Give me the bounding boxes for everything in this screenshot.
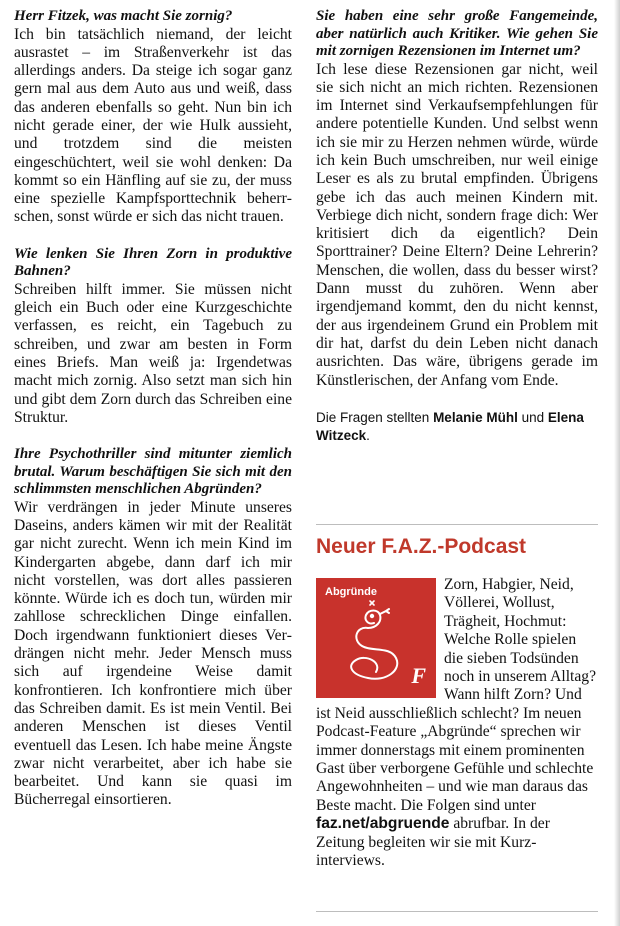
interview-question: Sie haben eine sehr große Fangemeinde, aber natürlich auch Kritiker. Wie gehen Sie mit zornigen Rezensionen im Internet um? — [316, 8, 598, 59]
interview-answer: Wir verdrängen in jeder Minute unseres Daseins, anders kämen wir mit der Realität gar nicht zurecht. Wenn ich mein Kind im Kindergarten abgebe, dann darf ich mir nicht vorstellen, was dort alles passieren könnte. Würde ich es doch tun, würden mir zahllose schrecklichen Dinge einfallen. Doch irgendwann funktioniert dieses Verdrängen nicht mehr. Jeder Mensch muss sich auf irgendeine Weise damit konfrontieren. Ich konfrontiere mich über das Schreiben damit. Es ist mein Ventil. Bei anderen Menschen ist dieses Ventil eventuell das Lesen. Ich habe meine Ängste zwar nicht verarbeitet, aber ich habe sie bearbeitet. Und kann sie quasi im Bücherregal einsortieren. — [14, 498, 292, 809]
podcast-link[interactable]: faz.net/abgruende — [316, 815, 450, 833]
podcast-cover-tile[interactable] — [316, 578, 436, 698]
interview-question: Herr Fitzek, was macht Sie zornig? — [14, 8, 233, 24]
divider-top — [316, 524, 598, 525]
faz-logo-mark: F — [411, 663, 426, 688]
credit-middle: und — [517, 409, 548, 425]
qa-block — [14, 446, 292, 810]
interview-answer: Schreiben hilft immer. Sie müssen nicht gleich ein Buch oder eine Kurzgeschichte verfassen, es reicht, ein Tagebuch zu schreiben, und zwar am besten in Form eines Briefs. Man weiß ja: Irgendetwas macht mich zornig. Also setzt man sich hin und gibt dem Zorn durch das Schreiben eine Struktur. — [14, 280, 292, 426]
credit-name-2: Elena Witzeck — [316, 409, 584, 443]
left-column — [14, 8, 292, 829]
interview-answer: Ich bin tatsächlich niemand, der leicht ausrastet – im Straßenverkehr ist das allerdings anders. Da steige ich sogar ganz gern mal aus dem Auto aus und weiß, dass das anderen ebenfalls so geht. Nun bin ich nicht gerade einer, der wie Hulk aussieht, und trotzdem sind die meisten eingeschüchtert, weil sie wohl denken: Da kommt so ein Hänfling auf sie zu, der muss eine spezielle Kampfsporttechnik beherrschen, sonst würde er sich das nicht trauen. — [14, 25, 292, 226]
page-edge-shadow — [614, 0, 620, 926]
qa-block — [14, 246, 292, 427]
interview-question: Ihre Psychothriller sind mitunter ziemlich brutal. Warum beschäftigen Sie sich mit den schlimmsten menschlichen Abgründen? — [14, 446, 292, 498]
podcast-teaser-text: Zorn, Habgier, Neid, Völlerei, Wollust, Trägheit, Hochmut: Welche Rolle spielen die sieben Todsünden noch in unserem Alltag? Wann hilft Zorn? Und ist Neid ausschließlich schlecht? Im neuen Podcast-Feature „Abgründe“ sprechen wir immer donnerstags mit einem prominenten Gast über verborgene Gefühle und schlechte Angewohnheiten – und wie man daraus das Beste macht. Die Folgen sind unter — [316, 576, 597, 814]
qa-block — [14, 8, 292, 227]
right-column — [316, 8, 598, 445]
interview-question: Wie lenken Sie Ihren Zorn in produktive Bahnen? — [14, 245, 292, 280]
divider-bottom — [316, 911, 598, 912]
qa-block — [316, 8, 598, 390]
credit-suffix: . — [366, 427, 370, 443]
interview-answer: Ich lese diese Rezensionen gar nicht, weil sie sich nicht an mich richten. Rezensionen im Internet sind Verkaufsempfehlungen für andere potentielle Kunden. Und selbst wenn ich sie mir zu Herzen nehmen würde, würde ich kein Buch umschreiben, nur weil einige Leser es als zu brutal empfinden. Übrigens gebe ich das auch meinen Kindern mit. Verbiege dich nicht, sondern frage dich: Wer kritisiert dich da eigentlich? Dein Sporttrainer? Deine Eltern? Deine Lehrerin? Menschen, die wollen, dass du besser wirst? Dann musst du zuhören. Wenn aber irgendjemand kommt, den du nicht kennst, der aus irgendeinem Grund ein Problem mit dir hat, darfst du dein Leben nicht danach ausrichten. Das wäre, übrigens gerade im Künstlerischen, der Anfang vom Ende. — [316, 60, 598, 389]
podcast-heading: Neuer F.A.Z.-Podcast — [316, 535, 527, 558]
interviewer-credit — [316, 409, 598, 445]
podcast-teaser-end: abrufbar. In der Zeitung begleiten wir sie mit Kurzinterviews. — [316, 815, 550, 870]
credit-name-1: Melanie Mühl — [433, 409, 518, 425]
podcast-cover-title: Abgründe — [325, 586, 377, 598]
credit-prefix: Die Fragen stellten — [316, 409, 434, 425]
